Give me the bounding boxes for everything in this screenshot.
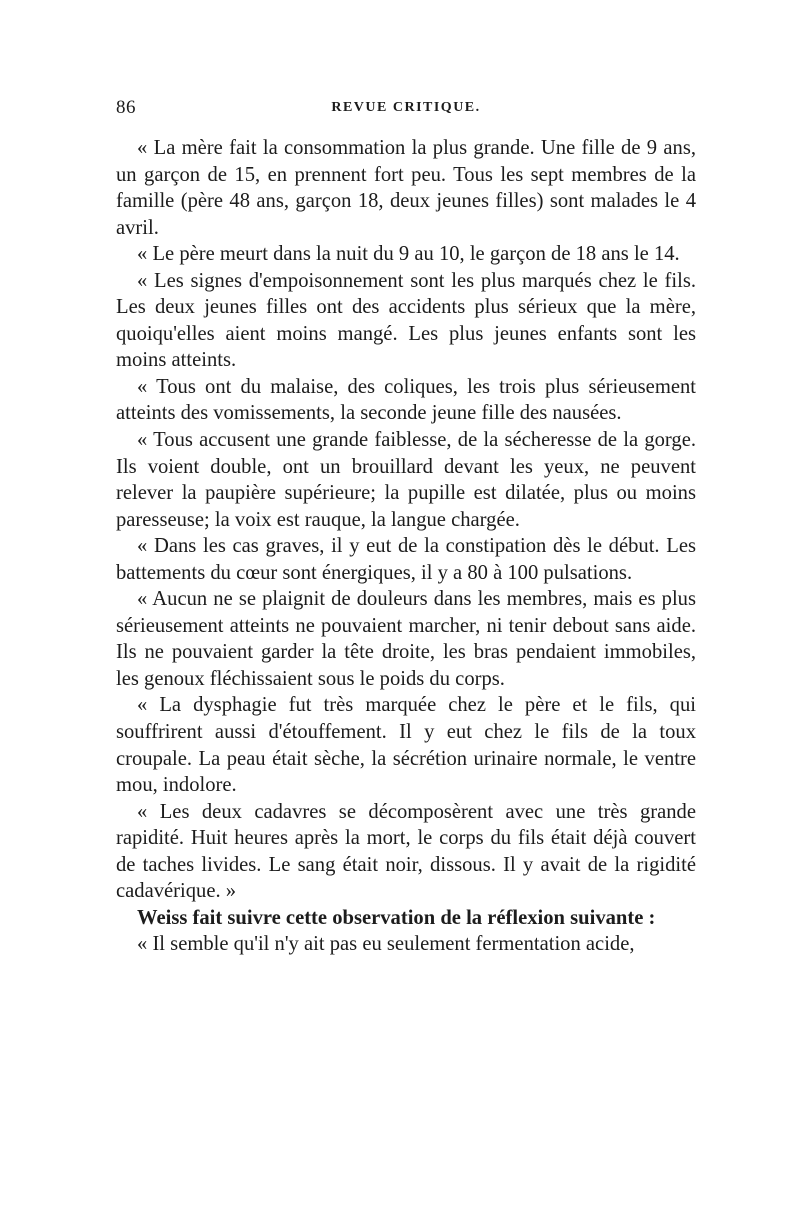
paragraph-dysphagia: « La dysphagie fut très marquée chez le père et le fils, qui souffrirent aussi d'étouffement. Il y eut chez le fils de la toux croupale. La peau était sèche, la sécrétion urinaire normale, le ventre mou, indolore. <box>116 694 696 797</box>
paragraph-poisoning-signs: « Les signes d'empoisonnement sont les plus marqués chez le fils. Les deux jeunes filles ont des accidents plus sérieux que la mère, quoiqu'elles aient moins mangé. Les plus jeunes enfants sont les moins atteints. <box>116 269 696 372</box>
paragraph-father-death: « Le père meurt dans la nuit du 9 au 10, le garçon de 18 ans le 14. <box>137 243 680 266</box>
page-number: 86 <box>116 97 136 118</box>
paragraph-cadavers: « Les deux cadavres se décomposèrent avec une très grande rapidité. Huit heures après la mort, le corps du fils était déjà couvert de taches livides. Le sang était noir, dissous. Il y avait de la rigidité cadavérique. » <box>116 800 696 903</box>
paragraph-weakness: « Tous accusent une grande faiblesse, de la sécheresse de la gorge. Ils voient double, ont un brouillard devant les yeux, ne peuvent relever la paupière supérieure; la pupille est dilatée, plus ou moins paresseuse; la voix est rauque, la langue chargée. <box>116 429 696 531</box>
paragraph-mother-consumption: « La mère fait la consommation la plus grande. Une fille de 9 ans, un garçon de 15, en prennent fort peu. Tous les sept membres de la famille (père 48 ans, garçon 18, deux jeunes filles) sont malades le 4 avril. <box>116 137 696 239</box>
paragraph-limbs: « Aucun ne se plaignit de douleurs dans les membres, mais es plus sérieusement atteints ne pouvaient marcher, ni tenir debout sans aide. Ils ne pouvaient garder la tête droite, les bras pendaient immobiles, les genoux fléchissaient sous le poids du corps. <box>116 588 696 690</box>
body-text <box>116 135 696 958</box>
paragraph-weiss-reflection: Weiss fait suivre cette observation de la réflexion suivante : <box>137 906 656 929</box>
running-title: REVUE CRITIQUE. <box>331 100 481 115</box>
page-header <box>116 97 696 121</box>
paragraph-fermentation: « Il semble qu'il n'y ait pas eu seulement fermentation acide, <box>137 933 635 956</box>
paragraph-malaise: « Tous ont du malaise, des coliques, les trois plus sérieusement atteints des vomissements, la seconde jeune fille des nausées. <box>116 375 696 425</box>
paragraph-constipation: « Dans les cas graves, il y eut de la constipation dès le début. Les battements du cœur sont énergiques, il y a 80 à 100 pulsations. <box>116 535 696 584</box>
